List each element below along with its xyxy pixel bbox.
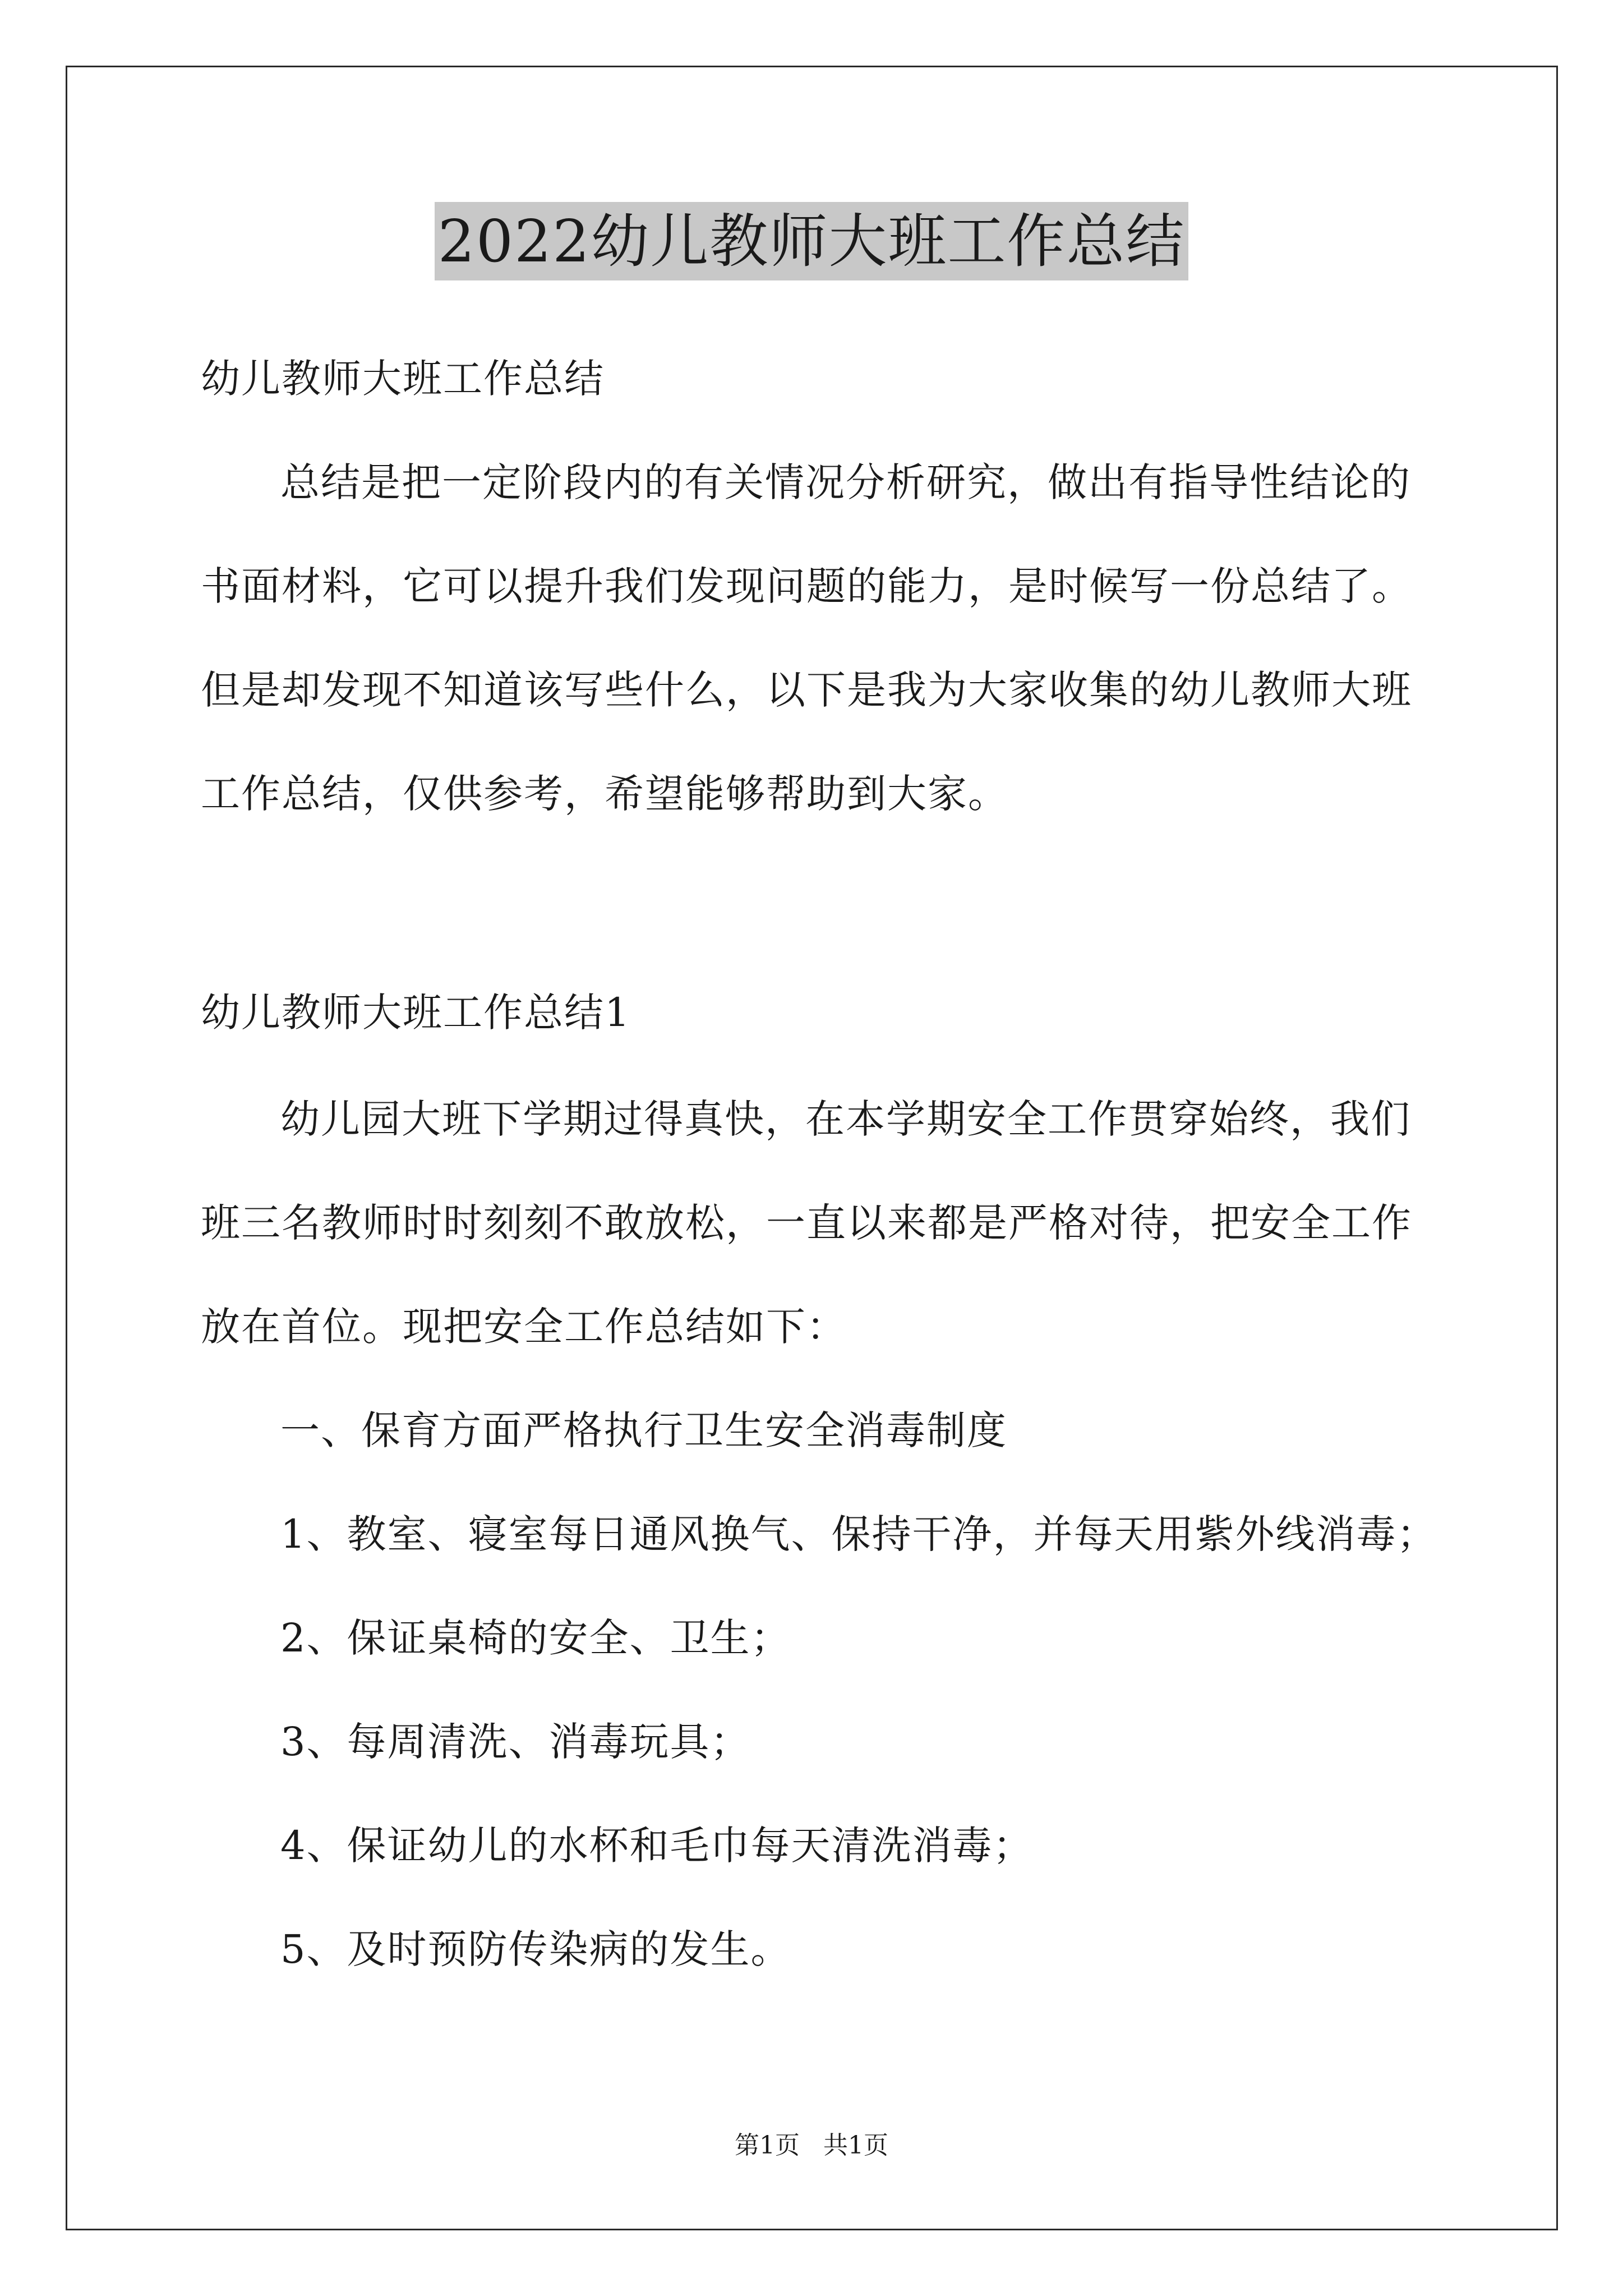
list-item: 4、保证幼儿的水杯和毛巾每天清洗消毒； xyxy=(280,1823,1034,1869)
paragraph-line: 书面材料，它可以提升我们发现问题的能力，是时候写一份总结了。 xyxy=(201,563,1412,609)
list-item: 1、教室、寝室每日通风换气、保持干净，并每天用紫外线消毒； xyxy=(280,1511,1437,1557)
paragraph-line: 放在首位。现把安全工作总结如下： xyxy=(201,1304,847,1350)
document-title: 2022幼儿教师大班工作总结 xyxy=(435,202,1189,280)
list-heading: 一、保育方面严格执行卫生安全消毒制度 xyxy=(280,1407,1007,1453)
subtitle: 幼儿教师大班工作总结 xyxy=(201,356,605,402)
page-total: 共1页 xyxy=(823,2131,888,2160)
section-heading: 幼儿教师大班工作总结1 xyxy=(201,990,631,1036)
paragraph-line: 幼儿园大班下学期过得真快，在本学期安全工作贯穿始终，我们 xyxy=(280,1096,1411,1142)
paragraph-line: 工作总结，仅供参考，希望能够帮助到大家。 xyxy=(201,771,1008,817)
title-container xyxy=(0,202,1623,280)
paragraph-line: 总结是把一定阶段内的有关情况分析研究，做出有指导性结论的 xyxy=(280,459,1411,505)
list-item: 2、保证桌椅的安全、卫生； xyxy=(280,1615,791,1661)
list-item: 5、及时预防传染病的发生。 xyxy=(280,1926,791,1972)
page-current: 第1页 xyxy=(735,2131,800,2160)
list-item: 3、每周清洗、消毒玩具； xyxy=(280,1719,751,1765)
paragraph-line: 班三名教师时时刻刻不敢放松，一直以来都是严格对待，把安全工作 xyxy=(201,1200,1412,1246)
paragraph-line: 但是却发现不知道该写些什么，以下是我为大家收集的幼儿教师大班 xyxy=(201,667,1412,713)
page-footer xyxy=(0,2129,1623,2162)
